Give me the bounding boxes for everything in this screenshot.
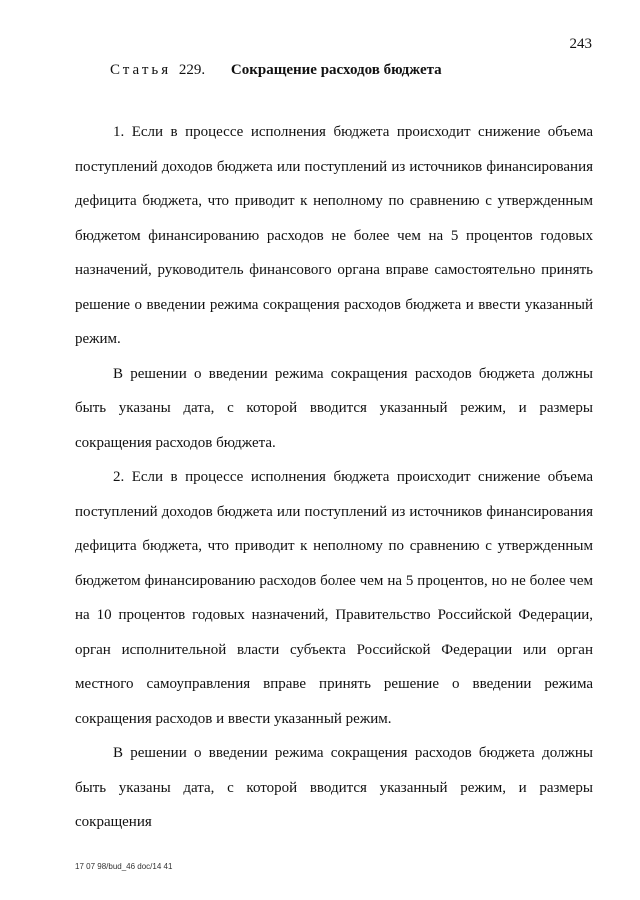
article-number: 229. <box>178 62 206 78</box>
article-label: Статья <box>110 62 172 78</box>
page-number: 243 <box>569 36 592 52</box>
article-heading <box>110 62 442 79</box>
paragraph-4: В решении о введении режима сокращения расходов бюджета должны быть указаны дата, с которой вводится указанный режим, и размеры сокращения <box>75 745 593 830</box>
article-title: Сокращение расходов бюджета <box>230 62 442 78</box>
article-body <box>75 115 593 840</box>
paragraph-3: 2. Если в процессе исполнения бюджета происходит снижение объема поступлений доходов бюджета или поступлений из источников финансирования дефицита бюджета, что приводит к неполному по сравнению с утвержденным бюджетом финансированию расходов более чем на 5 процентов, но не более чем на 10 процентов годовых назначений, Правительство Российской Федерации, орган исполнительной власти субъекта Российской Федерации или орган местного самоуправления вправе принять решение о введении режима сокращения расходов и ввести указанный режим. <box>75 469 593 727</box>
file-reference-footer: 17 07 98/bud_46 doc/14 41 <box>75 862 173 871</box>
paragraph-1: 1. Если в процессе исполнения бюджета происходит снижение объема поступлений доходов бюджета или поступлений из источников финансирования дефицита бюджета, что приводит к неполному по сравнению с утвержденным бюджетом финансированию расходов не более чем на 5 процентов годовых назначений, руководитель финансового органа вправе самостоятельно принять решение о введении режима сокращения расходов бюджета и ввести указанный режим. <box>75 124 593 347</box>
paragraph-2: В решении о введении режима сокращения расходов бюджета должны быть указаны дата, с которой вводится указанный режим, и размеры сокращения расходов бюджета. <box>75 365 593 451</box>
